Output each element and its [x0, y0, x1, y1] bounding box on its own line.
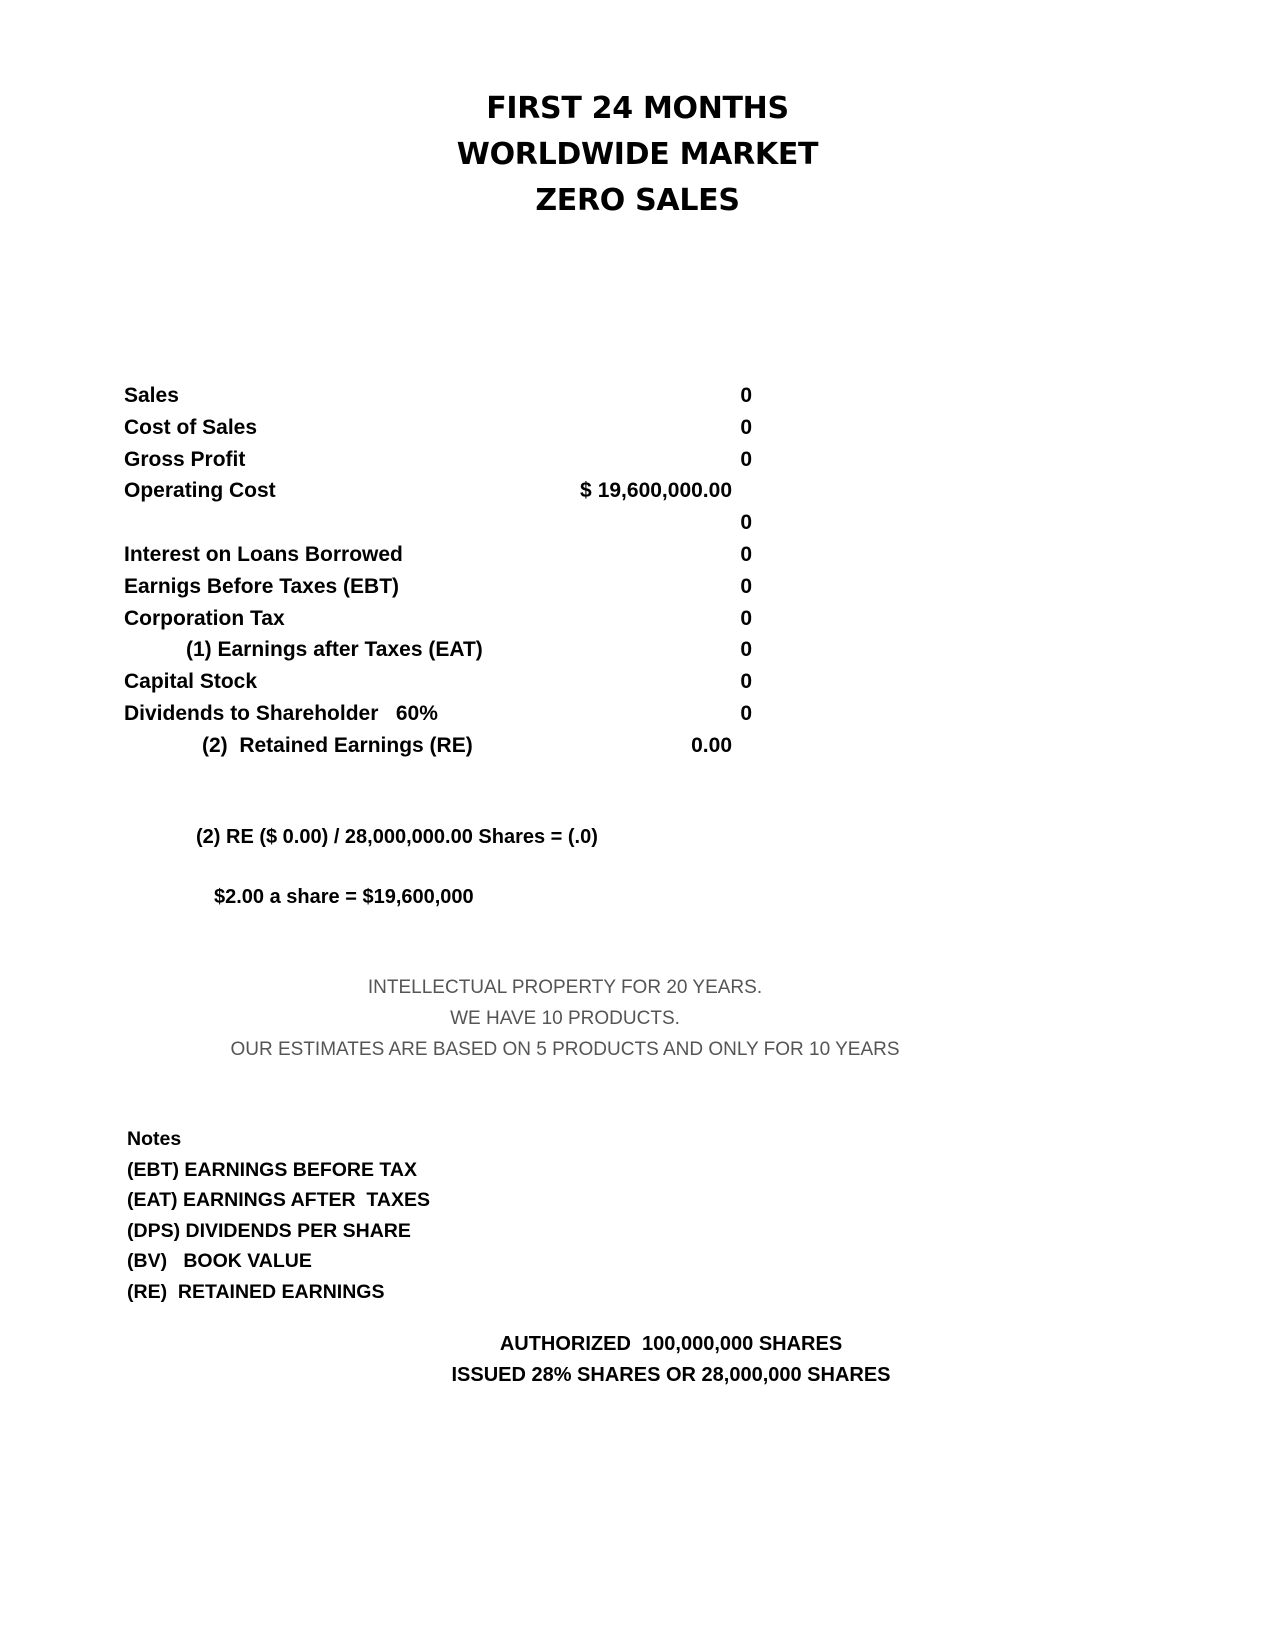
- statement-row-corporation-tax: [124, 603, 764, 635]
- row-value: 0: [740, 701, 752, 725]
- row-value: 19,600,000.00: [597, 479, 732, 503]
- statement-row-gross-profit: [124, 444, 764, 476]
- row-value: 0: [740, 415, 752, 439]
- note-item: (EAT) EARNINGS AFTER TAXES: [127, 1189, 430, 1211]
- row-value: 0: [740, 638, 752, 662]
- statement-row-sales: [124, 380, 764, 412]
- row-label: Corporation Tax: [124, 606, 285, 630]
- statement-row-capital-stock: [124, 666, 764, 698]
- row-label: Interest on Loans Borrowed: [124, 542, 403, 566]
- statement-row-eat: [124, 634, 764, 666]
- title-line-3: ZERO SALES: [535, 183, 740, 218]
- row-value: 0: [740, 511, 752, 535]
- statement-row-retained-earnings: [124, 730, 764, 762]
- note-item: (EBT) EARNINGS BEFORE TAX: [127, 1158, 417, 1181]
- row-label: Capital Stock: [124, 670, 258, 694]
- statement-row-dividends: [124, 698, 764, 730]
- row-label: (1) Earnings after Taxes (EAT): [186, 638, 483, 662]
- row-label: Operating Cost: [124, 479, 276, 503]
- row-label: Earnigs Before Taxes (EBT): [124, 574, 400, 598]
- notes-section: [127, 1124, 430, 1307]
- statement-row-operating-cost: [124, 475, 764, 507]
- row-value: 0: [740, 384, 752, 407]
- row-label: Cost of Sales: [124, 415, 258, 439]
- issued-shares: ISSUED 28% SHARES OR 28,000,000 SHARES: [451, 1364, 891, 1386]
- row-value: 0: [740, 447, 752, 471]
- document-title: [0, 86, 1275, 224]
- row-label: Dividends to Shareholder 60%: [124, 701, 438, 725]
- row-value: 0: [740, 606, 752, 630]
- row-value: 0: [740, 542, 752, 566]
- note-item: (RE) RETAINED EARNINGS: [127, 1280, 385, 1303]
- row-value: 0.00: [691, 733, 732, 757]
- currency-symbol: $: [580, 479, 592, 503]
- re-per-share-calculation: (2) RE ($ 0.00) / 28,000,000.00 Shares = (.0): [196, 826, 598, 848]
- ip-line-3: OUR ESTIMATES ARE BASED ON 5 PRODUCTS AND ONLY FOR 10 YEARS: [230, 1039, 900, 1060]
- authorized-shares: AUTHORIZED 100,000,000 SHARES: [499, 1333, 843, 1355]
- intellectual-property-notice: [0, 972, 1130, 1065]
- notes-heading: Notes: [127, 1128, 182, 1150]
- row-value: 0: [740, 670, 752, 694]
- row-label: Sales: [124, 384, 179, 407]
- title-line-1: FIRST 24 MONTHS: [486, 91, 789, 126]
- note-item: (BV) BOOK VALUE: [127, 1250, 312, 1272]
- row-label: Gross Profit: [124, 447, 246, 471]
- row-value: 0: [740, 574, 752, 598]
- statement-row-blank: [124, 507, 764, 539]
- income-statement: [124, 380, 764, 762]
- ip-line-2: WE HAVE 10 PRODUCTS.: [450, 1008, 680, 1029]
- shares-summary: [0, 1329, 1275, 1391]
- share-price-calculation: $2.00 a share = $19,600,000: [214, 886, 474, 908]
- statement-row-cost-of-sales: [124, 412, 764, 444]
- row-label: (2) Retained Earnings (RE): [202, 733, 473, 757]
- statement-row-ebt: [124, 571, 764, 603]
- note-item: (DPS) DIVIDENDS PER SHARE: [127, 1219, 411, 1242]
- ip-line-1: INTELLECTUAL PROPERTY FOR 20 YEARS.: [367, 977, 763, 998]
- title-line-2: WORLDWIDE MARKET: [456, 137, 819, 172]
- statement-row-interest: [124, 539, 764, 571]
